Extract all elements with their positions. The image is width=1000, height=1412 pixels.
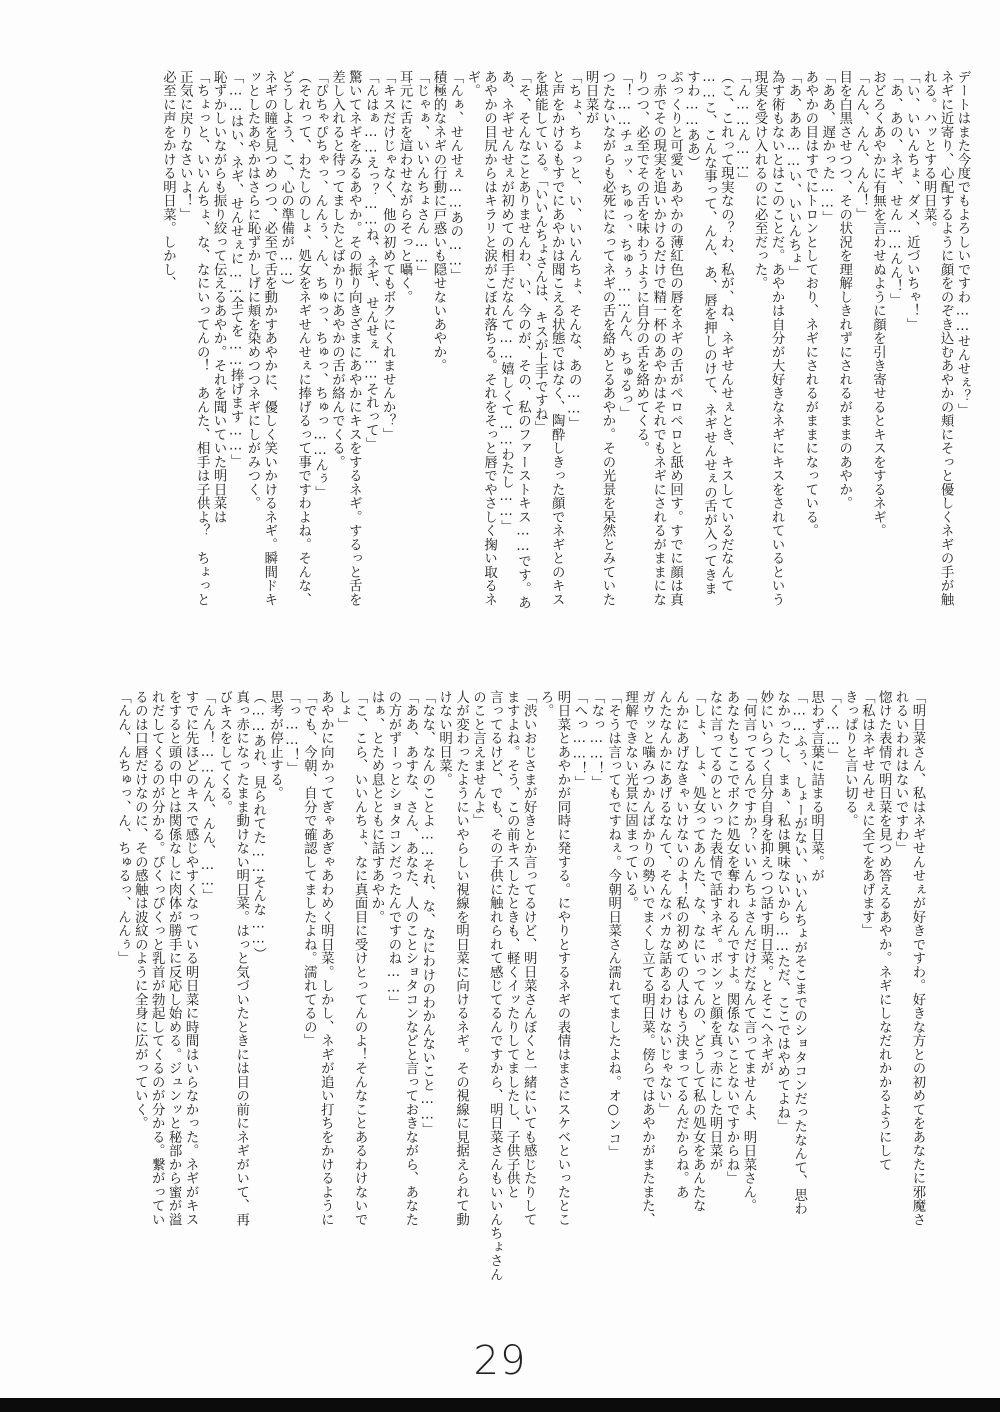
- upper-text-line: あやかの目尻からはキラリと涙がこぼれ落ちる。それをそっと唇でやさしく掬い取るネ: [481, 70, 497, 607]
- lower-text-line: なかったし、まぁ、私は興味ないから……ただ、ここではやめてよね」: [774, 690, 790, 1134]
- lower-text-line: （……あれ、見られてた……そんな……）: [250, 690, 266, 961]
- upper-text-line: 「ん……ん……」: [735, 70, 751, 187]
- lower-text-line: 真っ赤になったまま動けない明日菜。はっと気づいたときには目の前にネギがいて、再: [233, 690, 249, 1227]
- lower-text-line: あやかに向かってぎゃあぎゃあわめく明日菜。しかし、ネギが追い打ちをかけるように: [318, 690, 334, 1227]
- upper-text-line: 「い、いいんちょ、ダメ、近づいちゃ！」: [904, 70, 920, 332]
- upper-text-line: 「そ、そんなことありませんわ、い、今のが、その、私のファーストキス……です。あ: [515, 70, 531, 610]
- upper-text-line: 「じゃぁ、いいんちょさん……」: [414, 70, 429, 280]
- lower-text-line: 「んん、んちゅっ、ん、ちゅるっ、んんぅ」: [115, 690, 131, 965]
- lower-text-line: れだしてくるのが分かる。ぴくっぴくっと乳首が勃起してくるのが分かる。繋がってい: [149, 690, 165, 1227]
- upper-text-line: 為す術もないとはこのことだ。あやかは自分が大好きなネギにキスをされているという: [769, 70, 785, 607]
- lower-text-line: をすると頭の中とは関係なしに肉体が勝手に反応し始める。ジュンッと秘部から蜜が溢: [166, 690, 182, 1227]
- lower-text-line: んたなんかにあげるなんて、そんなバカな話あるわけないじゃない」: [656, 690, 672, 1117]
- upper-text-line: 「あ、あの、ネギ、せん……んん！」: [887, 70, 903, 307]
- lower-text-line: 「渋いおじさまが好きとか言ってるけど、明日菜さんぼくと一緒にいても感じたりして: [521, 690, 537, 1227]
- lower-text-line: 「ああ、あすな、さん、あなた、人のことショタコンなどと言っておきながら、あなた: [402, 690, 418, 1227]
- lower-text-line: びキスをしてくる。: [216, 690, 232, 814]
- upper-text-line: りつつ、必至でその舌を味わうように自分の舌を絡めてくる。: [633, 70, 649, 455]
- lower-text-line: ガウッと噛みつかんばかりの勢いでまくし立てる明日菜。傍らではあやかがまたまた、: [639, 690, 655, 1227]
- upper-text-line: ぷっくりと可愛いあやかの薄紅色の唇をネギの舌がペロペロと舐め回す。すでに顔は真: [667, 70, 683, 607]
- lower-text-block: [115, 690, 925, 1282]
- lower-text-line: 理解できない光景に固まっている。: [622, 690, 638, 910]
- upper-text-line: 正気に戻りなさいよ！」: [177, 70, 193, 222]
- lower-text-line: のこと言えませんよ」: [470, 690, 486, 828]
- lower-text-line: 「……ふぅ、しょーがない、いいんちょがそこまでのショタコンだったなんて、思わ: [791, 690, 807, 1216]
- lower-text-line: あなたもここでボクに処女を奪われるんですよ。関係ないことないですからね」: [724, 690, 740, 1185]
- upper-text-line: 目を白黒させつつ、その状況を理解しきれずにされるがままのあやか。: [836, 70, 852, 510]
- upper-text-line: 恥ずかしいながらも振り絞って伝えるあやか。それを聞いていた明日菜は: [211, 70, 227, 524]
- upper-text-line: と声をかけるもすでにあやかは聞こえる状態ではなく、陶酔しきった顔でネギとのキス: [549, 70, 565, 607]
- upper-text-line: あ、ネギせんせぇが初めての相手だなんて……嬉しくて……わたし……」: [498, 70, 514, 534]
- lower-text-line: しょ」: [335, 690, 351, 732]
- lower-text-line: 「く……」: [825, 690, 841, 762]
- upper-text-line: 必至に声をかける明日菜。しかし、: [160, 70, 176, 290]
- upper-text-line: 「キスだけじゃなく、他の初めてもボクにくれませんか？」: [380, 70, 396, 442]
- scan-edge-bar: [0, 1398, 1000, 1412]
- lower-text-line: るのは口唇だけなのに、その感触は波紋のように全身に広がっていく。: [132, 690, 148, 1130]
- lower-text-line: 「しょ、しょ、処女ってあんた、な、なにいってんの、どうして私の処女をあんたな: [690, 690, 706, 1213]
- lower-text-line: 「何言ってるんですか？いいんちょさんだけだなんて言ってませんよ、明日菜さん。: [740, 690, 756, 1213]
- lower-text-line: 思考が停止する。: [267, 690, 283, 800]
- upper-text-line: 「！……チュッ、ちゅっ、ちゅぅ……んん、ちゅるっ」: [616, 70, 632, 421]
- upper-text-line: 「ちょっと、いいんちょ、な、なにいってんの！ あんた、相手は子供よ？ ちょっと: [194, 70, 210, 607]
- upper-text-line: どうしよう、こ、心の準備が……）: [278, 70, 294, 294]
- upper-text-line: 「ちょ、ちょっと、い、いいんちょ、そんな、あの……」: [566, 70, 582, 431]
- lower-text-line: 惚けた表情で明日菜を見つめ答えるあやか。ネギにしなだれかかるようにして: [876, 690, 892, 1172]
- lower-text-line: 「こ、こら、いいんちょ、なに真面目に受けとってんのよ！そんなことあるわけないで: [352, 690, 368, 1227]
- upper-text-line: を堪能している。「いいんちょさんは、キスが上手ですね」: [532, 70, 548, 435]
- lower-text-line: 人が変わったようにいやらしい視線を明日菜に向けるネギ。その視線に見据えられて動: [453, 690, 469, 1227]
- upper-text-line: 「ぴちゃぴちゃっ、んんぅ、ん、ちゅっ、ちゅっ、ちゅっ……んぅ」: [312, 70, 328, 500]
- upper-text-line: 現実を受け入れるのに必至だった。: [752, 70, 768, 290]
- lower-text-line: の方がずーっとショタコンだったんですのね……」: [385, 690, 401, 1010]
- lower-text-line: はぁ、とため息とともに話すあやか。: [369, 690, 384, 924]
- upper-text-line: 「ああ、遅かった……」: [819, 70, 835, 225]
- lower-text-line: 「そうは言ってもですねぇ。今朝明日菜さん濡れてましたよね。オ○ンコ」: [605, 690, 621, 1160]
- upper-text-line: ギ。: [464, 70, 480, 98]
- lower-text-line: 「明日菜さん、私はネギせんせぇが好きですわ。好きな方との初めてをあなたに邪魔さ: [910, 690, 925, 1227]
- lower-text-line: 「でも、今朝、自分で確認してましたよね。濡れてるの」: [301, 690, 317, 1048]
- lower-text-line: 明日菜とあやかが同時に発する。にやりとするネギの表情はまさにスケベといったとこ: [554, 690, 570, 1227]
- upper-text-line: （それって、わたしのしょ、処女をネギせんせぇに捧げるって事ですわよね。そんな、: [295, 70, 311, 607]
- upper-text-line: デートはまた今度でもよろしいですわ……せんせぇ？」: [955, 70, 970, 417]
- upper-text-line: ッとしたあやかはさらに恥ずかしげに頬を染めつつネギにしがみつく。: [244, 70, 260, 510]
- upper-text-line: 耳元に舌を這わせながらそっと囁く。: [397, 70, 413, 304]
- upper-text-line: おどろくあやかに有無を言わせぬように顔を引き寄せるとキスをするネギ。: [870, 70, 886, 538]
- upper-text-line: すわ……ああ）: [684, 70, 700, 170]
- upper-text-line: れる。ハッとする明日菜。: [921, 70, 937, 235]
- lower-text-line: なに言ってるのといった表情で話すネギ。ボンッと顔を真っ赤にした明日菜が: [707, 690, 723, 1172]
- lower-text-line: 言ってるけど、でも、その子供に触れられて感じてるんですから、明日菜さんもいいんちょさん: [487, 690, 503, 1282]
- lower-text-line: 「っ……！」: [284, 690, 300, 776]
- upper-text-line: あやかの目はすでにトロンとしており、ネギにされるがままになっている。: [802, 70, 818, 538]
- upper-text-line: つたないながらも必死になってネギの舌を絡めとるあやか。その光景を呆然とみていた: [599, 70, 615, 607]
- lower-text-line: きっぱりと言い切る。: [842, 690, 858, 828]
- upper-text-block: [160, 70, 970, 630]
- lower-text-line: 「なな、なんのことよ……それ、な、なにわけのわかんないこと……」: [419, 690, 435, 1137]
- upper-text-line: ネギの瞳を見つめつつ、必至で舌を動かすあやかに、優しく笑いかけるネギ。瞬間ドキ: [261, 70, 277, 607]
- lower-text-line: れるいわれはないですわ」: [893, 690, 909, 855]
- lower-text-line: 思わず言葉に詰まる明日菜。が: [808, 690, 824, 883]
- upper-text-line: 「んん、んん、んん！」: [853, 70, 869, 222]
- upper-text-line: （こ、これって現実なの？わ、私が、ね、ネギせんせぇとき、キスしているだなんて: [718, 70, 734, 593]
- upper-text-line: 「んぁ、せんせぇ……あの……」: [447, 70, 463, 283]
- lower-text-line: 妙にいらつく自分自身を抑えつつ話す明日菜。とそこへネギが: [757, 690, 773, 1075]
- upper-text-line: 明日菜が: [583, 70, 599, 125]
- upper-text-line: 差し入れると待ってましたとばかりにあやかの舌が絡んでくる。: [329, 70, 345, 469]
- upper-text-line: っ赤でその現実を追いかけるだけで精一杯のあやかはそれでもネギにされるがままにな: [650, 70, 666, 607]
- lower-text-line: んかにあげなきゃいけないのよ！私の初めての人はもう決まってるんだからね。あ: [673, 690, 689, 1199]
- upper-text-line: ……こ、こんな事って、んん、あ、唇を押しのけて、ネギせんせぇの舌が入ってきま: [701, 70, 717, 596]
- upper-text-line: 「あ、ああ……い、いいんちょ」: [785, 70, 801, 280]
- upper-text-line: ネギに近寄り、心配するように顔をのぞき込むあやかの頬にそっと優しくネギの手が触: [938, 70, 954, 607]
- upper-text-line: 驚いてネギをみるあやか。その振り向きざまにあやかにキスをするネギ。するっと舌を: [346, 70, 362, 607]
- lower-text-line: 「私はネギせんせぇに全てをあげます」: [859, 690, 875, 938]
- lower-text-line: 「んん！……んん、んん、……」: [199, 690, 215, 903]
- lower-text-line: ますよね。そう、この前キスしたときも、軽くイッたりしてましたし、子供子供と: [504, 690, 520, 1199]
- lower-text-line: ろ。: [538, 690, 554, 718]
- upper-text-line: 「んはぁ……えっ？……ね、ネギ、せんせぇ……それって」: [363, 70, 379, 451]
- page-number: 29: [473, 1338, 527, 1384]
- upper-text-line: 「……はい、ネギ、せんせぇに……全てを……捧げます……」: [228, 70, 244, 468]
- lower-text-line: 「なっ……！」: [588, 690, 604, 790]
- upper-text-line: 積極的なネギの行動に戸惑いも隠せないあやか。: [430, 70, 446, 373]
- lower-text-line: 「へっ……！」: [571, 690, 587, 790]
- lower-text-line: けない明日菜。: [436, 690, 452, 787]
- lower-text-line: すでに先ほどのキスで感じやすくなっている明日菜に時間はいらなかった。ネギがキス: [183, 690, 199, 1227]
